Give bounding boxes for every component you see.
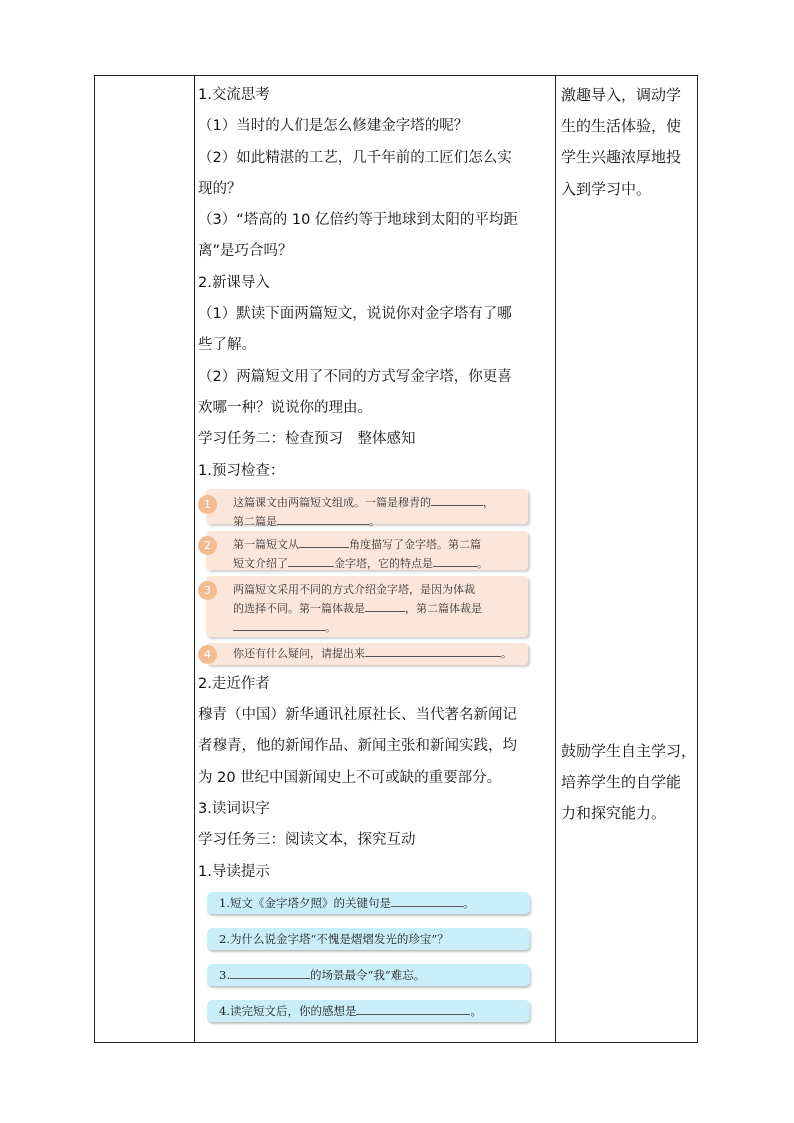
preview-text: 的选择不同。第一篇体裁是	[233, 601, 365, 615]
fill-blank	[356, 1003, 470, 1015]
preview-item-3	[206, 576, 528, 637]
author-line: 者穆青，他的新闻作品、新闻主张和新闻实践，均	[198, 738, 517, 755]
preview-text: 角度描写了金字塔。第二篇	[349, 537, 481, 551]
task-heading: 学习任务二：检查预习 整体感知	[198, 431, 416, 448]
intent-line: 学生兴趣浓厚地投	[561, 148, 682, 167]
preview-text: 第一篇短文从	[233, 537, 299, 551]
intent-line: 鼓励学生自主学习，	[561, 741, 697, 760]
preview-text: ，第二篇体裁是	[405, 601, 482, 615]
preview-item-1	[204, 489, 528, 528]
fill-blank	[433, 555, 477, 567]
question-line: 离”是巧合吗？	[198, 243, 293, 260]
author-line: 为 20 世纪中国新闻史上不可或缺的重要部分。	[198, 769, 502, 786]
intent-column	[561, 80, 697, 829]
preview-text: 。	[501, 646, 512, 660]
fill-blank	[230, 967, 310, 979]
lesson-table	[94, 75, 698, 1043]
fill-blank	[391, 895, 463, 907]
number-badge: 1	[198, 495, 217, 514]
preview-text: 。	[369, 514, 380, 528]
preview-text: 这篇课文由两篇短文组成。一篇是穆青的	[233, 495, 431, 509]
task-line: 些了解。	[198, 337, 256, 354]
fill-blank	[365, 600, 405, 612]
fill-blank	[299, 536, 349, 548]
section-heading: 1.交流思考	[198, 87, 270, 103]
guide-text: 的场景最令“我”难忘。	[309, 967, 426, 982]
guide-item-4	[207, 1000, 530, 1022]
guide-text: 。	[462, 895, 475, 910]
activity-column	[198, 80, 552, 1022]
fill-blank	[365, 645, 501, 657]
number-badge: 2	[198, 536, 217, 555]
intent-line: 入到学习中。	[561, 179, 652, 198]
intent-line: 力和探究能力。	[561, 804, 667, 823]
preview-text: 。	[325, 620, 336, 634]
column-divider-1	[194, 76, 195, 1042]
preview-text: 你还有什么疑问，请提出来	[233, 646, 365, 660]
preview-text: 第二篇是	[233, 514, 277, 528]
preview-item-4	[206, 643, 528, 665]
task-heading: 学习任务三：阅读文本，探究互动	[198, 832, 416, 849]
fill-blank	[431, 494, 483, 506]
question-line: （3）“塔高的 10 亿倍约等于地球到太阳的平均距	[198, 212, 518, 229]
section-heading: 1.预习检查：	[198, 462, 285, 479]
number-badge: 3	[198, 581, 217, 600]
preview-text: ，	[483, 495, 494, 509]
question-line: （1）当时的人们是怎么修建金字塔的呢？	[198, 118, 469, 135]
question-line: （2）如此精湛的工艺，几千年前的工匠们怎么实	[198, 149, 512, 166]
fill-blank	[288, 555, 334, 567]
intent-line: 培养学生的自学能	[561, 773, 682, 792]
guide-text: 。	[470, 1003, 482, 1018]
preview-text: 短文介绍了	[233, 556, 288, 570]
preview-text: 。	[477, 556, 488, 570]
section-heading: 1.导读提示	[198, 863, 270, 880]
guide-item-2	[207, 928, 530, 950]
intent-line: 生的生活体验，使	[561, 117, 682, 136]
section-heading: 2.新课导入	[198, 274, 270, 291]
preview-text: 金字塔，它的特点是	[334, 556, 433, 570]
intent-line: 激趣导入，调动学	[561, 86, 682, 104]
guide-item-1	[207, 892, 530, 914]
task-line: （1）默读下面两篇短文，说说你对金字塔有了哪	[198, 306, 512, 323]
task-line: 欢哪一种？说说你的理由。	[198, 399, 372, 416]
guide-item-3	[207, 964, 530, 986]
section-heading: 3.读词识字	[198, 801, 270, 818]
preview-item-2	[206, 531, 528, 570]
question-line: 现的？	[198, 180, 242, 197]
guide-text: 3.	[219, 967, 230, 982]
author-line: 穆青（中国）新华通讯社原社长、当代著名新闻记	[198, 707, 517, 724]
fill-blank	[277, 513, 369, 525]
guide-text: 2.为什么说金字塔“不愧是熠熠发光的珍宝”？	[219, 931, 449, 946]
preview-text: 两篇短文采用不同的方式介绍金字塔，是因为体裁	[233, 582, 475, 596]
fill-blank	[233, 619, 325, 631]
task-line: （2）两篇短文用了不同的方式写金字塔，你更喜	[198, 368, 512, 385]
section-heading: 2.走近作者	[198, 675, 270, 692]
number-badge: 4	[198, 645, 217, 664]
column-divider-2	[555, 76, 556, 1042]
guide-text: 4.读完短文后，你的感想是	[219, 1003, 357, 1018]
guide-text: 1.短文《金字塔夕照》的关键句是	[219, 895, 391, 910]
